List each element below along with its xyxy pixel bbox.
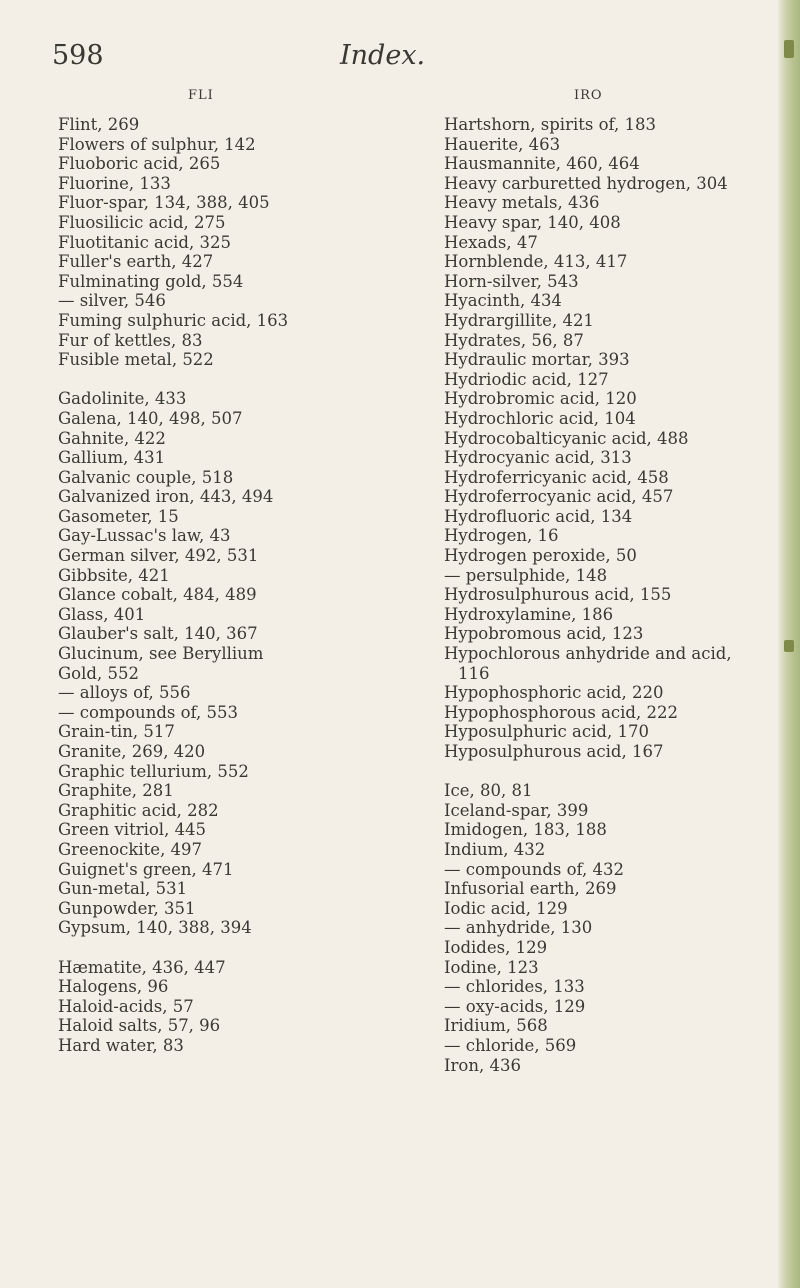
index-entry: Hydrochloric acid, 104 (444, 408, 636, 428)
edge-mark (784, 640, 794, 652)
index-entry: Gay-Lussac's law, 43 (58, 526, 231, 546)
index-entry: Hypophosphorous acid, 222 (444, 702, 678, 722)
index-entry: Iodic acid, 129 (444, 898, 568, 918)
index-entry: Grain-tin, 517 (58, 722, 175, 742)
page-number: 598 (52, 40, 104, 71)
index-entry: Hydroferrocyanic acid, 457 (444, 487, 674, 507)
index-entry: Fulminating gold, 554 (58, 271, 244, 291)
index-entry: Flowers of sulphur, 142 (58, 134, 256, 154)
index-entry: Iron, 436 (444, 1055, 521, 1075)
index-entry: Fluor-spar, 134, 388, 405 (58, 193, 270, 213)
edge-mark (784, 40, 794, 58)
index-entry: Glance cobalt, 484, 489 (58, 585, 257, 605)
index-entry: Hydrocyanic acid, 313 (444, 448, 632, 468)
index-entry: Fluotitanic acid, 325 (58, 232, 231, 252)
index-entry: Hypobromous acid, 123 (444, 624, 644, 644)
index-entry: Flint, 269 (58, 115, 140, 134)
index-entry: Hyposulphurous acid, 167 (444, 742, 664, 761)
index-entry: Hard water, 83 (58, 1035, 184, 1055)
index-entry: Hæmatite, 436, 447 (58, 957, 226, 977)
index-entry: Indium, 432 (444, 839, 546, 859)
index-entry: Hydrocobalticyanic acid, 488 (444, 428, 689, 448)
index-entry: Fuller's earth, 427 (58, 252, 214, 272)
index-entry: Glucinum, see Beryllium (58, 644, 264, 664)
index-entry: German silver, 492, 531 (58, 546, 259, 566)
index-entry: Imidogen, 183, 188 (444, 820, 607, 840)
index-entry: Heavy spar, 140, 408 (444, 212, 621, 232)
index-entry: Haloid salts, 57, 96 (58, 1016, 221, 1036)
index-entry: Infusorial earth, 269 (444, 879, 617, 899)
index-entry: Hornblende, 413, 417 (444, 252, 628, 272)
index-entry: Gun-metal, 531 (58, 879, 188, 899)
index-entry: — compounds of, 432 (444, 859, 625, 879)
index-entry: — persulphide, 148 (444, 565, 608, 585)
index-entry: Fuming sulphuric acid, 163 (58, 310, 289, 330)
index-entry: Ice, 80, 81 (444, 781, 533, 801)
index-entry: Greenockite, 497 (58, 839, 203, 859)
index-entry: Hyacinth, 434 (444, 291, 562, 311)
index-entry: Gibbsite, 421 (58, 565, 170, 585)
index-entry: Iodides, 129 (444, 937, 548, 957)
index-entry: Guignet's green, 471 (58, 859, 234, 879)
index-entry: Gasometer, 15 (58, 506, 179, 526)
index-entry: Fur of kettles, 83 (58, 330, 203, 350)
index-entry: Graphite, 281 (58, 781, 174, 801)
index-entry: Gahnite, 422 (58, 428, 166, 448)
index-entry: — anhydride, 130 (444, 918, 593, 938)
index-entry: 116 (458, 663, 490, 683)
index-entry: Hartshorn, spirits of, 183 (444, 115, 657, 134)
index-entry: Fluosilicic acid, 275 (58, 212, 226, 232)
index-entry: Haloid-acids, 57 (58, 996, 194, 1016)
index-entry: Graphitic acid, 282 (58, 800, 219, 820)
section-gap (58, 938, 388, 958)
index-entry: Glauber's salt, 140, 367 (58, 624, 258, 644)
section-gap (444, 762, 784, 782)
index-entry: Hydriodic acid, 127 (444, 369, 609, 389)
index-entry: Hydrobromic acid, 120 (444, 389, 637, 409)
index-entry: Hyposulphuric acid, 170 (444, 722, 649, 742)
index-entry: Graphic tellurium, 552 (58, 761, 249, 781)
index-entry: Heavy carburetted hydrogen, 304 (444, 173, 728, 193)
index-entry: Granite, 269, 420 (58, 742, 206, 761)
page-edge (778, 0, 800, 1288)
index-entry: Hydrogen, 16 (444, 526, 559, 546)
index-entry: Halogens, 96 (58, 977, 169, 997)
index-entry: Iceland-spar, 399 (444, 800, 589, 820)
index-entry: Gunpowder, 351 (58, 898, 196, 918)
index-entry: — chloride, 569 (444, 1035, 577, 1055)
index-entry: Hydrogen peroxide, 50 (444, 546, 637, 566)
index-entry: — silver, 546 (58, 291, 166, 311)
index-entry: Fluorine, 133 (58, 173, 171, 193)
index-entry: Hydroxylamine, 186 (444, 604, 614, 624)
index-entry: Hydrargillite, 421 (444, 310, 594, 330)
index-entry: Hypochlorous anhydride and acid, (444, 644, 732, 664)
index-column-left (58, 115, 388, 1056)
index-entry: Glass, 401 (58, 604, 146, 624)
catchword-left: FLI (188, 88, 214, 103)
index-entry: Iridium, 568 (444, 1016, 548, 1036)
index-entry: Hydrates, 56, 87 (444, 330, 584, 350)
index-entry: Hexads, 47 (444, 232, 538, 252)
index-entry: Galvanic couple, 518 (58, 467, 234, 487)
catchword-right: IRO (574, 88, 603, 103)
index-entry: — chlorides, 133 (444, 977, 585, 997)
index-entry: Galvanized iron, 443, 494 (58, 487, 274, 507)
section-gap (58, 370, 388, 390)
index-entry: Heavy metals, 436 (444, 193, 600, 213)
index-entry: Fluoboric acid, 265 (58, 154, 221, 174)
index-entry: Gallium, 431 (58, 448, 166, 468)
index-entry: — alloys of, 556 (58, 683, 191, 703)
index-entry: Galena, 140, 498, 507 (58, 408, 243, 428)
index-entry: — compounds of, 553 (58, 702, 239, 722)
index-entry: Fusible metal, 522 (58, 350, 214, 370)
index-column-right (444, 115, 784, 1075)
index-entry: Hausmannite, 460, 464 (444, 154, 640, 174)
index-entry: Iodine, 123 (444, 957, 539, 977)
index-entry: Green vitriol, 445 (58, 820, 207, 840)
index-entry: Hydroferricyanic acid, 458 (444, 467, 669, 487)
index-entry: Hydrosulphurous acid, 155 (444, 585, 672, 605)
index-entry: Gypsum, 140, 388, 394 (58, 918, 252, 938)
index-entry: Gadolinite, 433 (58, 389, 187, 409)
index-entry: Hypophosphoric acid, 220 (444, 683, 664, 703)
index-entry: Horn-silver, 543 (444, 271, 579, 291)
index-entry: — oxy-acids, 129 (444, 996, 586, 1016)
index-entry: Gold, 552 (58, 663, 139, 683)
index-entry: Hydrofluoric acid, 134 (444, 506, 633, 526)
running-head: Index. (340, 40, 426, 71)
index-entry: Hydraulic mortar, 393 (444, 350, 630, 370)
index-entry: Hauerite, 463 (444, 134, 561, 154)
